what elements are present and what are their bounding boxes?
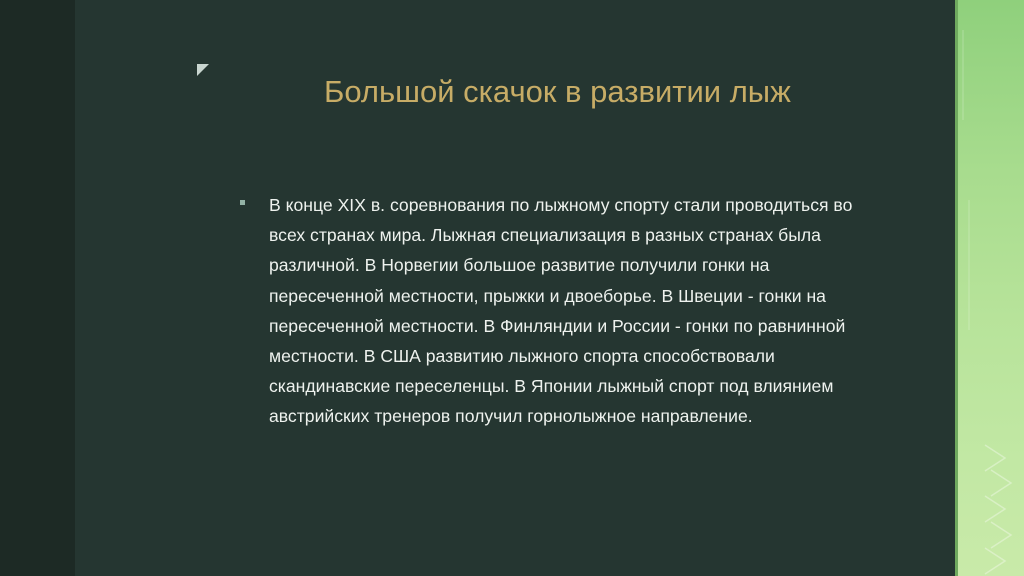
- square-bullet-icon: [240, 200, 245, 205]
- left-decorative-band: [0, 0, 75, 576]
- bullet-item-text: В конце XIX в. соревнования по лыжному спорту стали проводиться во всех странах мира. Лыжная специализация в разных странах была различной. В Норвегии большое развитие получили гонки на пересеченной местности, прыжки и двоеборье. В Швеции - гонки на пересеченной местности. В Финляндии и России - гонки по равнинной местности. В США развитию лыжного спорта способствовали скандинавские переселенцы. В Японии лыжный спорт под влиянием австрийских тренеров получил горнолыжное направление.: [269, 195, 853, 427]
- slide-title: Большой скачок в развитии лыж: [324, 74, 791, 109]
- chevron-pattern-icon: [955, 0, 1024, 576]
- triangle-corner-icon: [197, 64, 209, 76]
